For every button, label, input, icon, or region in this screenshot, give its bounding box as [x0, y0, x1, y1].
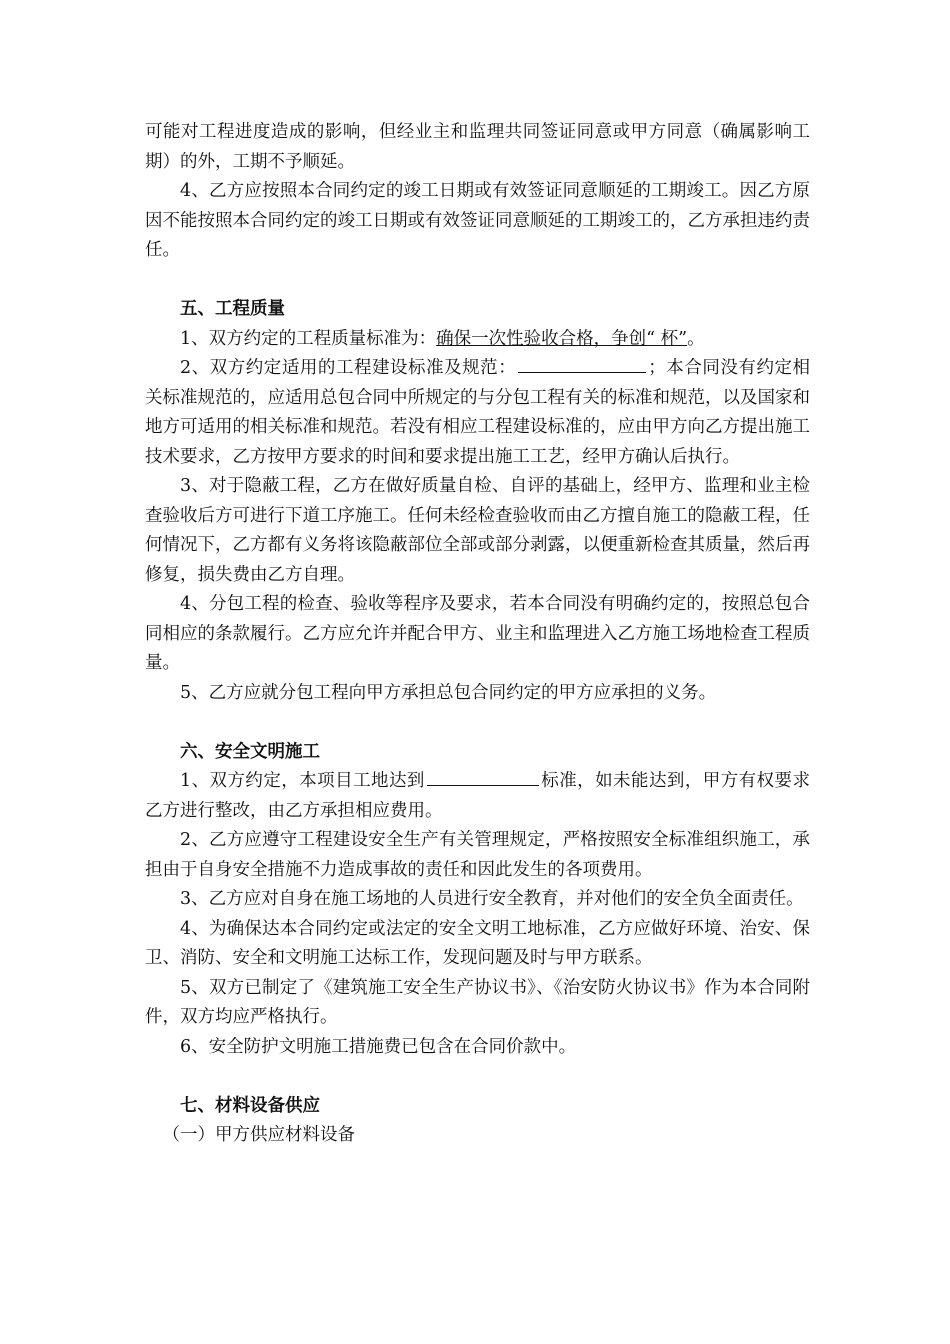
- clause-safety-education: 3、乙方应对自身在施工场地的人员进行安全教育，并对他们的安全负全面责任。: [180, 889, 804, 909]
- clause-text: 标准，如未能达到，甲方有权要求乙方进行整改，由乙方承担相应费用。: [145, 771, 810, 821]
- clause-quality-standard: [145, 325, 810, 355]
- paragraph-completion-term: 4、乙方应按照本合同约定的竣工日期或有效签证同意顺延的工期竣工。因乙方原因不能按照本合同约定的竣工日期或有效签证同意顺延的工期竣工的，乙方承担违约责任。: [145, 181, 810, 260]
- clause-obligation: 5、乙方应就分包工程向甲方承担总包合同约定的甲方应承担的义务。: [180, 682, 717, 703]
- section-heading-safety: 六、安全文明施工: [180, 741, 320, 762]
- clause-inspection: 4、分包工程的检查、验收等程序及要求，若本合同没有明确约定的，按照总包合同相应的条款履行。乙方应允许并配合甲方、业主和监理进入乙方施工场地检查工程质量。: [145, 594, 810, 673]
- clause-site-standard: [145, 767, 810, 826]
- clause-safety-fee: 6、安全防护文明施工措施费已包含在合同价款中。: [180, 1036, 577, 1057]
- subsection-heading-owner-supply: （一）甲方供应材料设备: [162, 1125, 355, 1145]
- clause-civilized-site: 4、为确保达本合同约定或法定的安全文明工地标准，乙方应做好环境、治安、保卫、消防、安全和文明施工达标工作，发现问题及时与甲方联系。: [145, 918, 810, 968]
- clause-text: 1、双方约定的工程质量标准为：: [180, 328, 437, 349]
- clause-safety-rules: 2、乙方应遵守工程建设安全生产有关管理规定，严格按照安全标准组织施工，承担由于自身安全措施不力造成事故的责任和因此发生的各项费用。: [145, 830, 810, 880]
- clause-text: 。: [687, 328, 705, 349]
- document-body: [145, 118, 810, 1151]
- blank-fill-line: [427, 784, 539, 786]
- section-heading-quality: 五、工程质量: [180, 299, 285, 319]
- clause-agreements: 5、双方已制定了《建筑施工安全生产协议书》、《治安防火协议书》作为本合同附件，双方均应严格执行。: [145, 977, 810, 1027]
- clause-text: 1、双方约定，本项目工地达到: [180, 771, 425, 791]
- paragraph-continuation: 可能对工程进度造成的影响，但经业主和监理共同签证同意或甲方同意（确属影响工期）的外，工期不予顺延。: [145, 122, 810, 172]
- clause-text: 2、双方约定适用的工程建设标准及规范：: [180, 358, 517, 378]
- quality-standard-value: 确保一次性验收合格，争创“ 杯”: [436, 328, 688, 349]
- clause-concealed-works: 3、对于隐蔽工程，乙方在做好质量自检、自评的基础上，经甲方、监理和业主检查验收后方可进行下道工序施工。任何未经检查验收而由乙方擅自施工的隐蔽工程，任何情况下，乙方都有义务将该隐蔽部位全部或部分剥露，以便重新检查其质量，然后再修复，损失费由乙方自理。: [145, 476, 810, 585]
- clause-text: ；本合同没有约定相关标准规范的，应适用总包合同中所规定的与分包工程有关的标准和规范，以及国家和地方可适用的相关标准和规范。若没有相应工程建设标准的，应由甲方向乙方提出施工技术要求，乙方按甲方要求的时间和要求提出施工工艺，经甲方确认后执行。: [145, 358, 811, 467]
- section-heading-materials: 七、材料设备供应: [180, 1095, 320, 1116]
- clause-quality-norms: [145, 354, 810, 472]
- blank-fill-line: [518, 371, 646, 373]
